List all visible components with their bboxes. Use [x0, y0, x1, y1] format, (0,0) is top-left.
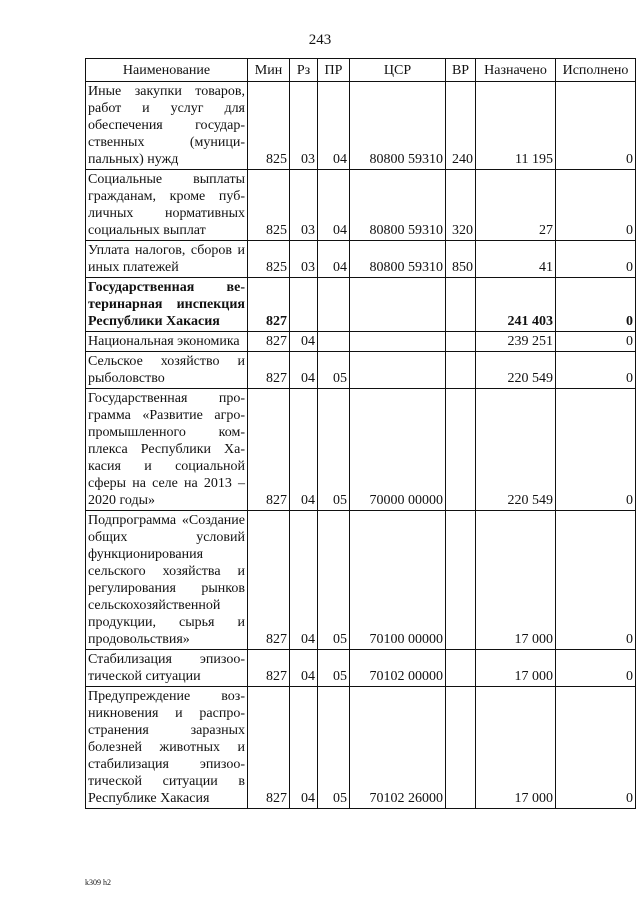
cell-rz: 04	[290, 650, 318, 687]
cell-executed: 0	[556, 687, 636, 809]
table-row	[86, 650, 636, 687]
cell-name: Стабилизация эпизоотической ситуации	[86, 650, 248, 687]
cell-vr: 320	[446, 170, 476, 241]
table-row	[86, 278, 636, 332]
cell-executed: 0	[556, 332, 636, 352]
cell-min: 827	[248, 650, 290, 687]
cell-pr: 04	[318, 82, 350, 170]
cell-rz	[290, 278, 318, 332]
cell-name: Сельское хозяйство и рыболовство	[86, 352, 248, 389]
header-name: Наименование	[86, 59, 248, 82]
cell-rz: 04	[290, 687, 318, 809]
header-assigned: Назначено	[476, 59, 556, 82]
cell-rz: 03	[290, 82, 318, 170]
cell-csr: 70000 00000	[350, 389, 446, 511]
cell-assigned: 11 195	[476, 82, 556, 170]
cell-min: 827	[248, 278, 290, 332]
cell-executed: 0	[556, 650, 636, 687]
cell-min: 825	[248, 170, 290, 241]
cell-executed: 0	[556, 82, 636, 170]
cell-vr: 850	[446, 241, 476, 278]
cell-vr	[446, 389, 476, 511]
header-rz: Рз	[290, 59, 318, 82]
cell-rz: 04	[290, 511, 318, 650]
header-executed: Исполнено	[556, 59, 636, 82]
table-row	[86, 389, 636, 511]
cell-vr	[446, 278, 476, 332]
cell-pr: 04	[318, 170, 350, 241]
cell-executed: 0	[556, 170, 636, 241]
header-pr: ПР	[318, 59, 350, 82]
cell-assigned: 27	[476, 170, 556, 241]
cell-assigned: 241 403	[476, 278, 556, 332]
cell-vr	[446, 511, 476, 650]
cell-name: Уплата налогов, сборов и иных платежей	[86, 241, 248, 278]
table-row	[86, 332, 636, 352]
cell-assigned: 239 251	[476, 332, 556, 352]
cell-rz: 04	[290, 352, 318, 389]
cell-min: 827	[248, 511, 290, 650]
cell-executed: 0	[556, 278, 636, 332]
cell-pr: 05	[318, 687, 350, 809]
cell-min: 827	[248, 332, 290, 352]
cell-min: 825	[248, 82, 290, 170]
cell-vr: 240	[446, 82, 476, 170]
cell-min: 827	[248, 352, 290, 389]
cell-rz: 04	[290, 332, 318, 352]
cell-csr: 70102 26000	[350, 687, 446, 809]
cell-min: 825	[248, 241, 290, 278]
cell-pr	[318, 332, 350, 352]
cell-csr: 70102 00000	[350, 650, 446, 687]
table-row	[86, 687, 636, 809]
table-row	[86, 82, 636, 170]
cell-pr: 04	[318, 241, 350, 278]
cell-vr	[446, 650, 476, 687]
cell-executed: 0	[556, 389, 636, 511]
cell-name: Иные закупки товаров, работ и услуг для обеспечения государственных (муниципальных) нужд	[86, 82, 248, 170]
cell-rz: 04	[290, 389, 318, 511]
page-number: 243	[308, 32, 332, 48]
cell-assigned: 17 000	[476, 650, 556, 687]
cell-min: 827	[248, 389, 290, 511]
cell-csr: 80800 59310	[350, 82, 446, 170]
header-min: Мин	[248, 59, 290, 82]
cell-executed: 0	[556, 241, 636, 278]
cell-name: Государственная программа «Развитие агропромышленного комплекса Республики Хакасия и социальной сферы на селе на 2013 – 2020 годы»	[86, 389, 248, 511]
cell-csr: 80800 59310	[350, 170, 446, 241]
cell-assigned: 41	[476, 241, 556, 278]
cell-vr	[446, 687, 476, 809]
cell-pr: 05	[318, 352, 350, 389]
cell-pr: 05	[318, 650, 350, 687]
header-vr: ВР	[446, 59, 476, 82]
table-row	[86, 241, 636, 278]
cell-vr	[446, 352, 476, 389]
cell-name: Подпрограмма «Создание общих условий функционирования сельского хозяйства и регулирования рынков сельскохозяйственной продукции, сырья и продовольствия»	[86, 511, 248, 650]
budget-table	[85, 58, 636, 809]
cell-executed: 0	[556, 352, 636, 389]
cell-assigned: 17 000	[476, 687, 556, 809]
cell-pr	[318, 278, 350, 332]
cell-min: 827	[248, 687, 290, 809]
cell-assigned: 220 549	[476, 389, 556, 511]
cell-name: Социальные выплаты гражданам, кроме публичных нормативных социальных выплат	[86, 170, 248, 241]
cell-csr	[350, 352, 446, 389]
cell-rz: 03	[290, 241, 318, 278]
cell-assigned: 220 549	[476, 352, 556, 389]
header-csr: ЦСР	[350, 59, 446, 82]
footer-code: k309 h2	[85, 878, 111, 887]
cell-pr: 05	[318, 389, 350, 511]
cell-csr	[350, 332, 446, 352]
cell-name: Предупреждение возникновения и распространения заразных болезней животных и стабилизация эпизоотической ситуации в Республике Хакасия	[86, 687, 248, 809]
cell-pr: 05	[318, 511, 350, 650]
cell-name: Государственная ветеринарная инспекция Республики Хакасия	[86, 278, 248, 332]
cell-name: Национальная экономика	[86, 332, 248, 352]
table-header-row	[86, 59, 636, 82]
table-row	[86, 511, 636, 650]
cell-assigned: 17 000	[476, 511, 556, 650]
cell-csr: 80800 59310	[350, 241, 446, 278]
cell-vr	[446, 332, 476, 352]
table-row	[86, 352, 636, 389]
cell-csr: 70100 00000	[350, 511, 446, 650]
cell-csr	[350, 278, 446, 332]
table-row	[86, 170, 636, 241]
cell-rz: 03	[290, 170, 318, 241]
cell-executed: 0	[556, 511, 636, 650]
table-body	[86, 82, 636, 809]
